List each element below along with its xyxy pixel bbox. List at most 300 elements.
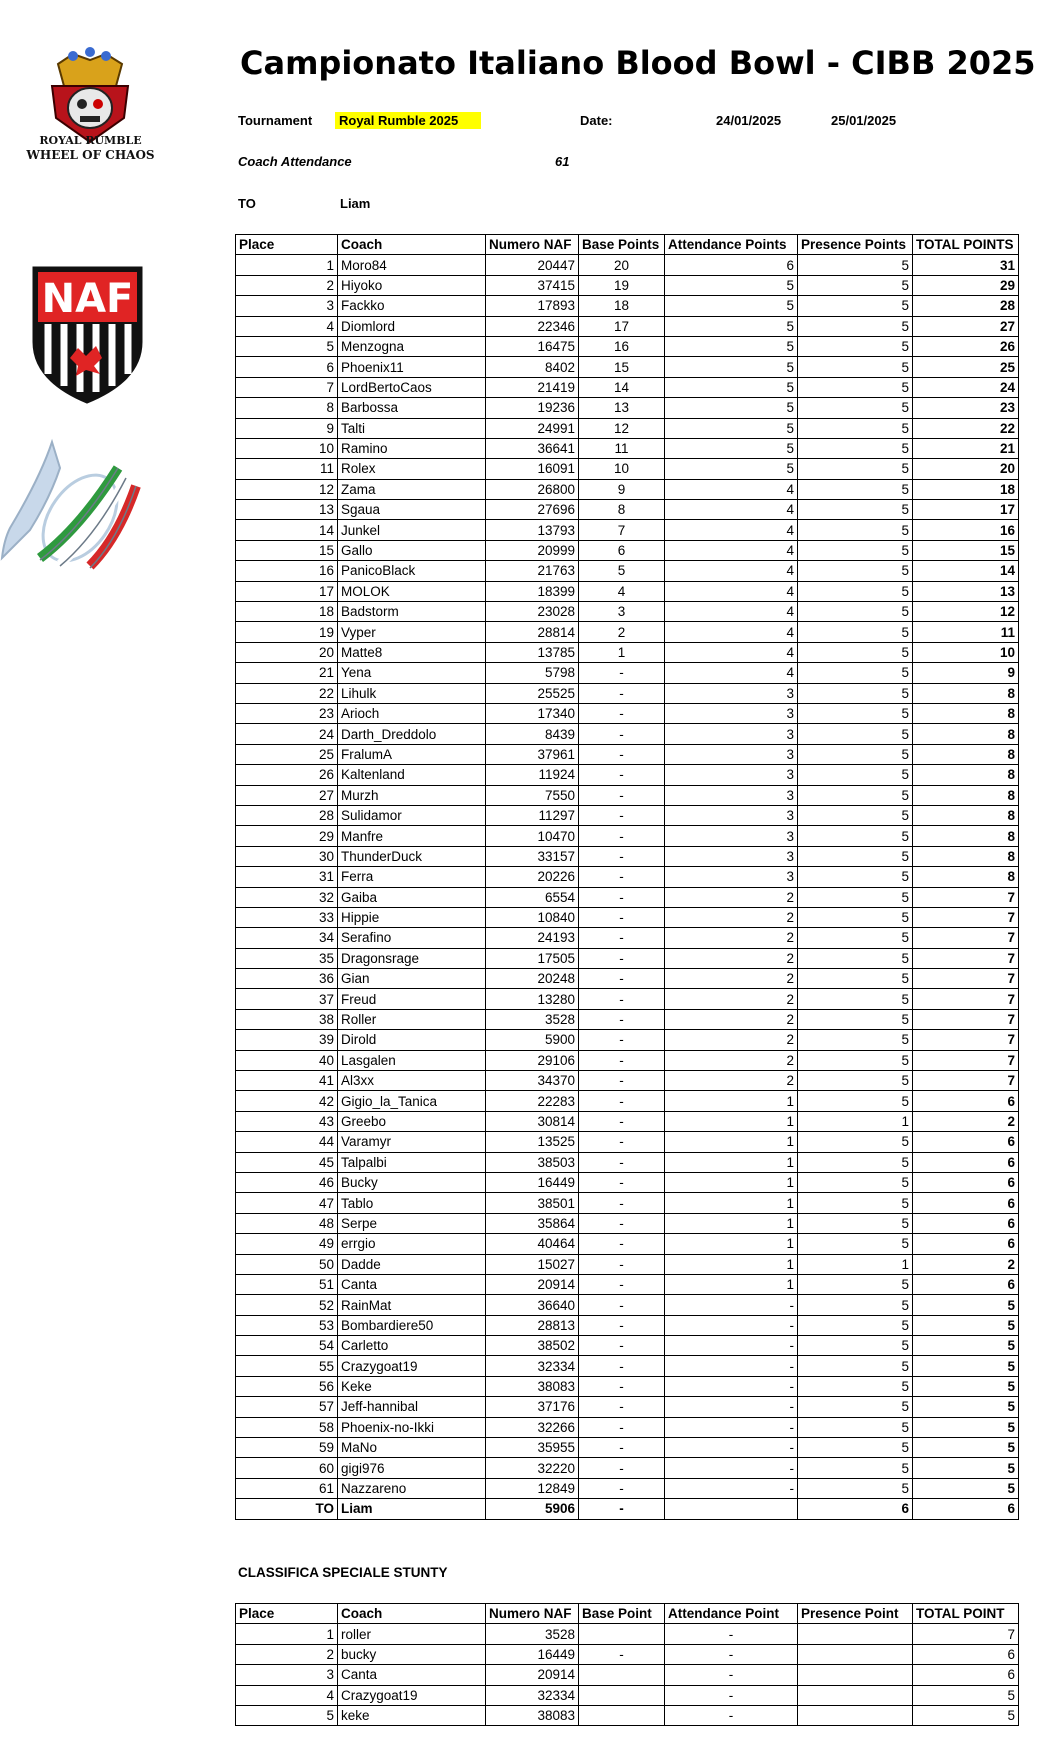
- attendance-points-cell: 4: [665, 540, 798, 560]
- total-points-cell: 8: [913, 683, 1019, 703]
- attendance-points-cell: 5: [665, 357, 798, 377]
- place-cell: 53: [236, 1315, 338, 1335]
- presence-points-cell: 5: [798, 765, 913, 785]
- place-cell: 16: [236, 561, 338, 581]
- naf-cell: 38083: [486, 1376, 579, 1396]
- naf-cell: 16475: [486, 336, 579, 356]
- coach-cell: Bucky: [338, 1172, 486, 1192]
- total-points-cell: 10: [913, 642, 1019, 662]
- presence-points-cell: 5: [798, 805, 913, 825]
- base-points-cell: 12: [579, 418, 665, 438]
- coach-cell: Zama: [338, 479, 486, 499]
- place-cell: 45: [236, 1152, 338, 1172]
- standings-table: [235, 234, 1019, 1520]
- base-points-cell: -: [579, 1274, 665, 1294]
- base-points-cell: -: [579, 1213, 665, 1233]
- stunty-header-row: [236, 1604, 1019, 1624]
- presence-points-cell: 5: [798, 520, 913, 540]
- coach-cell: MOLOK: [338, 581, 486, 601]
- place-cell: TO: [236, 1499, 338, 1519]
- place-cell: 12: [236, 479, 338, 499]
- total-points-cell: 16: [913, 520, 1019, 540]
- presence-points-cell: [798, 1644, 913, 1664]
- presence-points-cell: 5: [798, 1234, 913, 1254]
- attendance-points-cell: 2: [665, 1030, 798, 1050]
- standings-row: [236, 724, 1019, 744]
- base-points-cell: 1: [579, 642, 665, 662]
- presence-points-cell: 5: [798, 255, 913, 275]
- attendance-label: Coach Attendance: [238, 154, 352, 169]
- place-cell: 44: [236, 1132, 338, 1152]
- standings-row: [236, 316, 1019, 336]
- base-points-cell: [579, 1624, 665, 1644]
- standings-row: [236, 1417, 1019, 1437]
- naf-cell: 3528: [486, 1009, 579, 1029]
- presence-points-cell: 5: [798, 1478, 913, 1498]
- presence-points-cell: 5: [798, 907, 913, 927]
- standings-row: [236, 1376, 1019, 1396]
- stunty-row: [236, 1685, 1019, 1705]
- place-cell: 48: [236, 1213, 338, 1233]
- base-points-cell: 6: [579, 540, 665, 560]
- naf-logo-text: NAF: [41, 276, 134, 322]
- total-points-cell: 5: [913, 1417, 1019, 1437]
- stunty-title: CLASSIFICA SPECIALE STUNTY: [238, 1565, 448, 1580]
- naf-cell: 21763: [486, 561, 579, 581]
- col-attendance-point: Attendance Point: [665, 1604, 798, 1624]
- standings-row: [236, 1132, 1019, 1152]
- coach-cell: bucky: [338, 1644, 486, 1664]
- standings-row: [236, 1254, 1019, 1274]
- presence-points-cell: 5: [798, 663, 913, 683]
- attendance-points-cell: 5: [665, 398, 798, 418]
- naf-cell: 32220: [486, 1458, 579, 1478]
- attendance-points-cell: 5: [665, 316, 798, 336]
- total-points-cell: 29: [913, 275, 1019, 295]
- presence-points-cell: 5: [798, 500, 913, 520]
- naf-cell: 34370: [486, 1071, 579, 1091]
- base-points-cell: 16: [579, 336, 665, 356]
- total-points-cell: 24: [913, 377, 1019, 397]
- base-points-cell: -: [579, 1315, 665, 1335]
- standings-row: [236, 1213, 1019, 1233]
- attendance-points-cell: 1: [665, 1193, 798, 1213]
- standings-row: [236, 1111, 1019, 1131]
- naf-cell: 35955: [486, 1438, 579, 1458]
- base-points-cell: 11: [579, 438, 665, 458]
- coach-cell: gigi976: [338, 1458, 486, 1478]
- base-points-cell: [579, 1665, 665, 1685]
- base-points-cell: 20: [579, 255, 665, 275]
- standings-row: [236, 520, 1019, 540]
- coach-cell: Dirold: [338, 1030, 486, 1050]
- base-points-cell: -: [579, 1295, 665, 1315]
- naf-cell: 20248: [486, 969, 579, 989]
- presence-points-cell: 5: [798, 1274, 913, 1294]
- total-points-cell: 6: [913, 1499, 1019, 1519]
- presence-points-cell: 5: [798, 581, 913, 601]
- presence-points-cell: 1: [798, 1111, 913, 1131]
- presence-points-cell: 5: [798, 989, 913, 1009]
- attendance-points-cell: 5: [665, 275, 798, 295]
- coach-cell: RainMat: [338, 1295, 486, 1315]
- presence-points-cell: 5: [798, 1152, 913, 1172]
- attendance-points-cell: 1: [665, 1152, 798, 1172]
- presence-points-cell: 5: [798, 1397, 913, 1417]
- attendance-points-cell: -: [665, 1478, 798, 1498]
- presence-points-cell: 5: [798, 336, 913, 356]
- presence-points-cell: 5: [798, 1091, 913, 1111]
- presence-points-cell: 5: [798, 438, 913, 458]
- base-points-cell: -: [579, 744, 665, 764]
- naf-cell: 16449: [486, 1644, 579, 1664]
- attendance-points-cell: 5: [665, 296, 798, 316]
- naf-cell: 38083: [486, 1705, 579, 1725]
- coach-cell: Murzh: [338, 785, 486, 805]
- base-points-cell: -: [579, 1172, 665, 1192]
- base-points-cell: -: [579, 785, 665, 805]
- col-total-point: TOTAL POINT: [913, 1604, 1019, 1624]
- place-cell: 6: [236, 357, 338, 377]
- standings-row: [236, 581, 1019, 601]
- attendance-points-cell: 6: [665, 255, 798, 275]
- total-points-cell: 22: [913, 418, 1019, 438]
- date-end: 25/01/2025: [831, 113, 897, 128]
- standings-row: [236, 1152, 1019, 1172]
- naf-cell: 16449: [486, 1172, 579, 1192]
- base-points-cell: 4: [579, 581, 665, 601]
- total-points-cell: 8: [913, 846, 1019, 866]
- presence-points-cell: 5: [798, 948, 913, 968]
- standings-row: [236, 357, 1019, 377]
- presence-points-cell: 5: [798, 1376, 913, 1396]
- base-points-cell: -: [579, 1499, 665, 1519]
- total-points-cell: 23: [913, 398, 1019, 418]
- naf-cell: 23028: [486, 602, 579, 622]
- standings-row: [236, 683, 1019, 703]
- base-points-cell: -: [579, 1478, 665, 1498]
- presence-points-cell: 5: [798, 602, 913, 622]
- base-points-cell: -: [579, 1438, 665, 1458]
- place-cell: 39: [236, 1030, 338, 1050]
- place-cell: 4: [236, 1685, 338, 1705]
- total-points-cell: 6: [913, 1132, 1019, 1152]
- place-cell: 58: [236, 1417, 338, 1437]
- base-points-cell: -: [579, 928, 665, 948]
- coach-cell: Tablo: [338, 1193, 486, 1213]
- standings-row: [236, 398, 1019, 418]
- place-cell: 1: [236, 1624, 338, 1644]
- naf-cell: 22346: [486, 316, 579, 336]
- base-points-cell: -: [579, 1152, 665, 1172]
- standings-row: [236, 826, 1019, 846]
- presence-points-cell: 5: [798, 1356, 913, 1376]
- standings-row: [236, 275, 1019, 295]
- base-points-cell: 10: [579, 459, 665, 479]
- standings-row: [236, 1438, 1019, 1458]
- naf-cell: 21419: [486, 377, 579, 397]
- col-naf: Numero NAF: [486, 235, 579, 255]
- standings-row: [236, 1458, 1019, 1478]
- attendance-points-cell: 3: [665, 765, 798, 785]
- standings-row: [236, 805, 1019, 825]
- place-cell: 49: [236, 1234, 338, 1254]
- standings-row: [236, 561, 1019, 581]
- attendance-points-cell: -: [665, 1665, 798, 1685]
- standings-row: [236, 703, 1019, 723]
- coach-cell: Keke: [338, 1376, 486, 1396]
- presence-points-cell: 5: [798, 275, 913, 295]
- attendance-points-cell: 4: [665, 479, 798, 499]
- presence-points-cell: 5: [798, 887, 913, 907]
- base-points-cell: -: [579, 1644, 665, 1664]
- coach-cell: Varamyr: [338, 1132, 486, 1152]
- place-cell: 37: [236, 989, 338, 1009]
- coach-cell: Lasgalen: [338, 1050, 486, 1070]
- coach-cell: Roller: [338, 1009, 486, 1029]
- place-cell: 43: [236, 1111, 338, 1131]
- attendance-points-cell: 4: [665, 622, 798, 642]
- royal-rumble-logo: [18, 46, 163, 166]
- place-cell: 36: [236, 969, 338, 989]
- base-points-cell: 2: [579, 622, 665, 642]
- coach-cell: Gaiba: [338, 887, 486, 907]
- coach-cell: Bombardiere50: [338, 1315, 486, 1335]
- base-points-cell: [579, 1705, 665, 1725]
- presence-points-cell: 5: [798, 703, 913, 723]
- total-points-cell: 7: [913, 989, 1019, 1009]
- total-points-cell: 8: [913, 765, 1019, 785]
- col-attendance-points: Attendance Points: [665, 235, 798, 255]
- col-base-point: Base Point: [579, 1604, 665, 1624]
- naf-cell: 17340: [486, 703, 579, 723]
- standings-row: [236, 1274, 1019, 1294]
- standings-row: [236, 459, 1019, 479]
- attendance-points-cell: 3: [665, 744, 798, 764]
- coach-cell: Ferra: [338, 867, 486, 887]
- attendance-points-cell: -: [665, 1295, 798, 1315]
- place-cell: 35: [236, 948, 338, 968]
- place-cell: 25: [236, 744, 338, 764]
- place-cell: 38: [236, 1009, 338, 1029]
- presence-points-cell: 5: [798, 846, 913, 866]
- naf-cell: 37176: [486, 1397, 579, 1417]
- standings-row: [236, 1030, 1019, 1050]
- attendance-points-cell: 3: [665, 805, 798, 825]
- attendance-points-cell: 4: [665, 581, 798, 601]
- coach-cell: Freud: [338, 989, 486, 1009]
- standings-row: [236, 1234, 1019, 1254]
- place-cell: 11: [236, 459, 338, 479]
- coach-cell: Junkel: [338, 520, 486, 540]
- attendance-points-cell: 5: [665, 459, 798, 479]
- total-points-cell: 6: [913, 1234, 1019, 1254]
- attendance-points-cell: 1: [665, 1213, 798, 1233]
- naf-cell: 11924: [486, 765, 579, 785]
- place-cell: 5: [236, 336, 338, 356]
- place-cell: 2: [236, 1644, 338, 1664]
- naf-cell: 25525: [486, 683, 579, 703]
- presence-points-cell: 5: [798, 540, 913, 560]
- attendance-points-cell: -: [665, 1397, 798, 1417]
- standings-row: [236, 969, 1019, 989]
- coach-cell: Canta: [338, 1665, 486, 1685]
- naf-cell: 13525: [486, 1132, 579, 1152]
- base-points-cell: 9: [579, 479, 665, 499]
- naf-cell: 10470: [486, 826, 579, 846]
- presence-points-cell: 5: [798, 1417, 913, 1437]
- coach-cell: Hiyoko: [338, 275, 486, 295]
- attendance-points-cell: 4: [665, 602, 798, 622]
- place-cell: 54: [236, 1336, 338, 1356]
- presence-points-cell: 5: [798, 622, 913, 642]
- total-points-cell: 8: [913, 826, 1019, 846]
- coach-cell: Rolex: [338, 459, 486, 479]
- naf-cell: 15027: [486, 1254, 579, 1274]
- coach-cell: Arioch: [338, 703, 486, 723]
- naf-cell: 10840: [486, 907, 579, 927]
- base-points-cell: -: [579, 1193, 665, 1213]
- coach-cell: Carletto: [338, 1336, 486, 1356]
- attendance-points-cell: -: [665, 1376, 798, 1396]
- standings-row: [236, 1091, 1019, 1111]
- stunty-row: [236, 1644, 1019, 1664]
- coach-cell: Vyper: [338, 622, 486, 642]
- coach-cell: Jeff-hannibal: [338, 1397, 486, 1417]
- naf-cell: 26800: [486, 479, 579, 499]
- base-points-cell: 17: [579, 316, 665, 336]
- standings-row: [236, 989, 1019, 1009]
- attendance-points-cell: -: [665, 1685, 798, 1705]
- naf-cell: 33157: [486, 846, 579, 866]
- col-total-points: TOTAL POINTS: [913, 235, 1019, 255]
- total-points-cell: 28: [913, 296, 1019, 316]
- total-points-cell: 14: [913, 561, 1019, 581]
- coach-cell: errgio: [338, 1234, 486, 1254]
- presence-points-cell: 5: [798, 357, 913, 377]
- base-points-cell: 18: [579, 296, 665, 316]
- total-points-cell: 6: [913, 1193, 1019, 1213]
- presence-points-cell: 5: [798, 1438, 913, 1458]
- base-points-cell: -: [579, 1376, 665, 1396]
- base-points-cell: 7: [579, 520, 665, 540]
- attendance-points-cell: 4: [665, 520, 798, 540]
- attendance-points-cell: 4: [665, 663, 798, 683]
- coach-cell: Greebo: [338, 1111, 486, 1131]
- attendance-points-cell: 1: [665, 1111, 798, 1131]
- total-points-cell: 5: [913, 1397, 1019, 1417]
- place-cell: 9: [236, 418, 338, 438]
- col-presence-points: Presence Points: [798, 235, 913, 255]
- total-points-cell: 18: [913, 479, 1019, 499]
- attendance-points-cell: -: [665, 1705, 798, 1725]
- standings-row: [236, 907, 1019, 927]
- coach-cell: Canta: [338, 1274, 486, 1294]
- total-points-cell: 2: [913, 1111, 1019, 1131]
- date-label: Date:: [580, 113, 613, 128]
- attendance-points-cell: -: [665, 1356, 798, 1376]
- standings-row: [236, 1193, 1019, 1213]
- presence-points-cell: 5: [798, 1295, 913, 1315]
- standings-row: [236, 255, 1019, 275]
- total-points-cell: 7: [913, 928, 1019, 948]
- base-points-cell: 19: [579, 275, 665, 295]
- presence-points-cell: 5: [798, 1193, 913, 1213]
- place-cell: 18: [236, 602, 338, 622]
- place-cell: 7: [236, 377, 338, 397]
- attendance-points-cell: 1: [665, 1132, 798, 1152]
- base-points-cell: -: [579, 1009, 665, 1029]
- base-points-cell: -: [579, 1050, 665, 1070]
- attendance-points-cell: 1: [665, 1091, 798, 1111]
- base-points-cell: -: [579, 1356, 665, 1376]
- total-points-cell: 7: [913, 907, 1019, 927]
- place-cell: 52: [236, 1295, 338, 1315]
- place-cell: 20: [236, 642, 338, 662]
- place-cell: 31: [236, 867, 338, 887]
- base-points-cell: 14: [579, 377, 665, 397]
- standings-row: [236, 622, 1019, 642]
- presence-points-cell: 5: [798, 724, 913, 744]
- naf-cell: 11297: [486, 805, 579, 825]
- italy-football-logo: [0, 438, 142, 573]
- naf-cell: 29106: [486, 1050, 579, 1070]
- standings-row: [236, 867, 1019, 887]
- naf-cell: 38502: [486, 1336, 579, 1356]
- place-cell: 50: [236, 1254, 338, 1274]
- naf-cell: 5798: [486, 663, 579, 683]
- presence-points-cell: 5: [798, 377, 913, 397]
- presence-points-cell: 5: [798, 969, 913, 989]
- standings-row: [236, 785, 1019, 805]
- stunty-row: [236, 1624, 1019, 1644]
- base-points-cell: -: [579, 724, 665, 744]
- place-cell: 10: [236, 438, 338, 458]
- base-points-cell: -: [579, 1254, 665, 1274]
- standings-row: [236, 928, 1019, 948]
- attendance-points-cell: 3: [665, 846, 798, 866]
- total-points-cell: 7: [913, 969, 1019, 989]
- col-base-points: Base Points: [579, 235, 665, 255]
- presence-points-cell: 5: [798, 296, 913, 316]
- attendance-points-cell: 3: [665, 703, 798, 723]
- standings-row: [236, 1478, 1019, 1498]
- naf-cell: 24193: [486, 928, 579, 948]
- coach-cell: Kaltenland: [338, 765, 486, 785]
- naf-cell: 40464: [486, 1234, 579, 1254]
- standings-row: [236, 1336, 1019, 1356]
- coach-cell: Sgaua: [338, 500, 486, 520]
- presence-points-cell: 5: [798, 1458, 913, 1478]
- attendance-points-cell: -: [665, 1624, 798, 1644]
- naf-cell: 27696: [486, 500, 579, 520]
- base-points-cell: -: [579, 989, 665, 1009]
- standings-row: [236, 418, 1019, 438]
- stunty-table: [235, 1603, 1019, 1726]
- place-cell: 33: [236, 907, 338, 927]
- presence-points-cell: 1: [798, 1254, 913, 1274]
- place-cell: 22: [236, 683, 338, 703]
- total-points-cell: 7: [913, 1050, 1019, 1070]
- stunty-row: [236, 1705, 1019, 1725]
- total-points-cell: 2: [913, 1254, 1019, 1274]
- coach-cell: Yena: [338, 663, 486, 683]
- naf-cell: 22283: [486, 1091, 579, 1111]
- total-points-cell: 6: [913, 1644, 1019, 1664]
- col-place: Place: [236, 1604, 338, 1624]
- place-cell: 59: [236, 1438, 338, 1458]
- total-points-cell: 8: [913, 805, 1019, 825]
